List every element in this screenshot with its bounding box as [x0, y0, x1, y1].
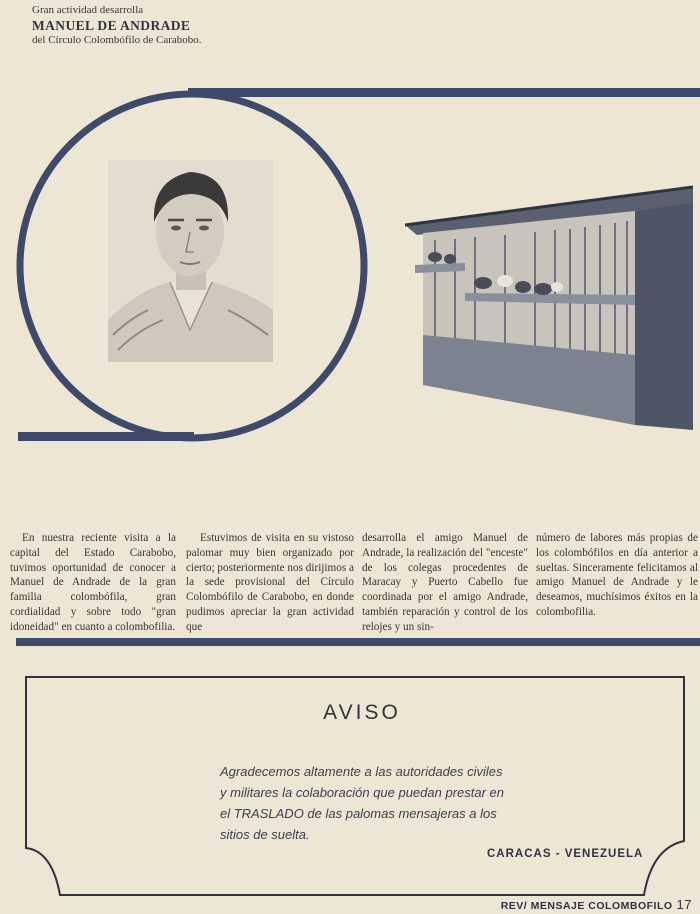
aviso-place: CARACAS - VENEZUELA: [487, 848, 644, 860]
aviso-text: Agradecemos altamente a las autoridades civiles y militares la colaboración que puedan prestar en el TRASLADO de las palomas mensajeras a los sitios de suelta.: [220, 764, 505, 842]
article-column-2: Estuvimos de visita en su vistoso palomar muy bien organizado por cierto; posteriormente nos dirijimos a la sede provisional del Círculo Colombófilo de Carabobo, en donde pudimos apreciar la gran actividad que: [186, 532, 354, 633]
aviso-notice: [22, 673, 690, 898]
aviso-title: AVISO: [323, 701, 401, 724]
article-column-3: desarrolla el amigo Manuel de Andrade, la realización del "enceste" de los colegas procedentes de Maracay y Puerto Cabello fue coordinada por el amigo Andrade, también reparación y control de los relojes y un sin-: [362, 532, 528, 633]
kicker: Gran actividad desarrolla: [32, 4, 144, 16]
subline: del Círculo Colombófilo de Carabobo.: [32, 34, 202, 46]
section-divider: [16, 638, 700, 646]
portrait-photo: [108, 160, 273, 362]
article-column-4: número de labores más propias de los colombófilos en día anterior a sueltas. Sinceramente felicitamos al amigo Manuel de Andrade y le deseamos, muchísimos éxitos en la colombofilia.: [536, 532, 698, 618]
headline: MANUEL DE ANDRADE: [32, 18, 191, 33]
pigeon-loft-photo: [405, 185, 693, 430]
article-column-1: En nuestra reciente visita a la capital del Estado Carabobo, tuvimos oportunidad de conocer a Manuel de Andrade de la gran familia colombófila, gran cordialidad y sobre todo "gran idoneidad" en cuanto a colombofilia.: [10, 532, 176, 633]
page-number: 17: [676, 897, 692, 912]
page-footer: [501, 897, 692, 912]
publication-name: REV/ MENSAJE COLOMBOFILO: [500, 900, 673, 912]
